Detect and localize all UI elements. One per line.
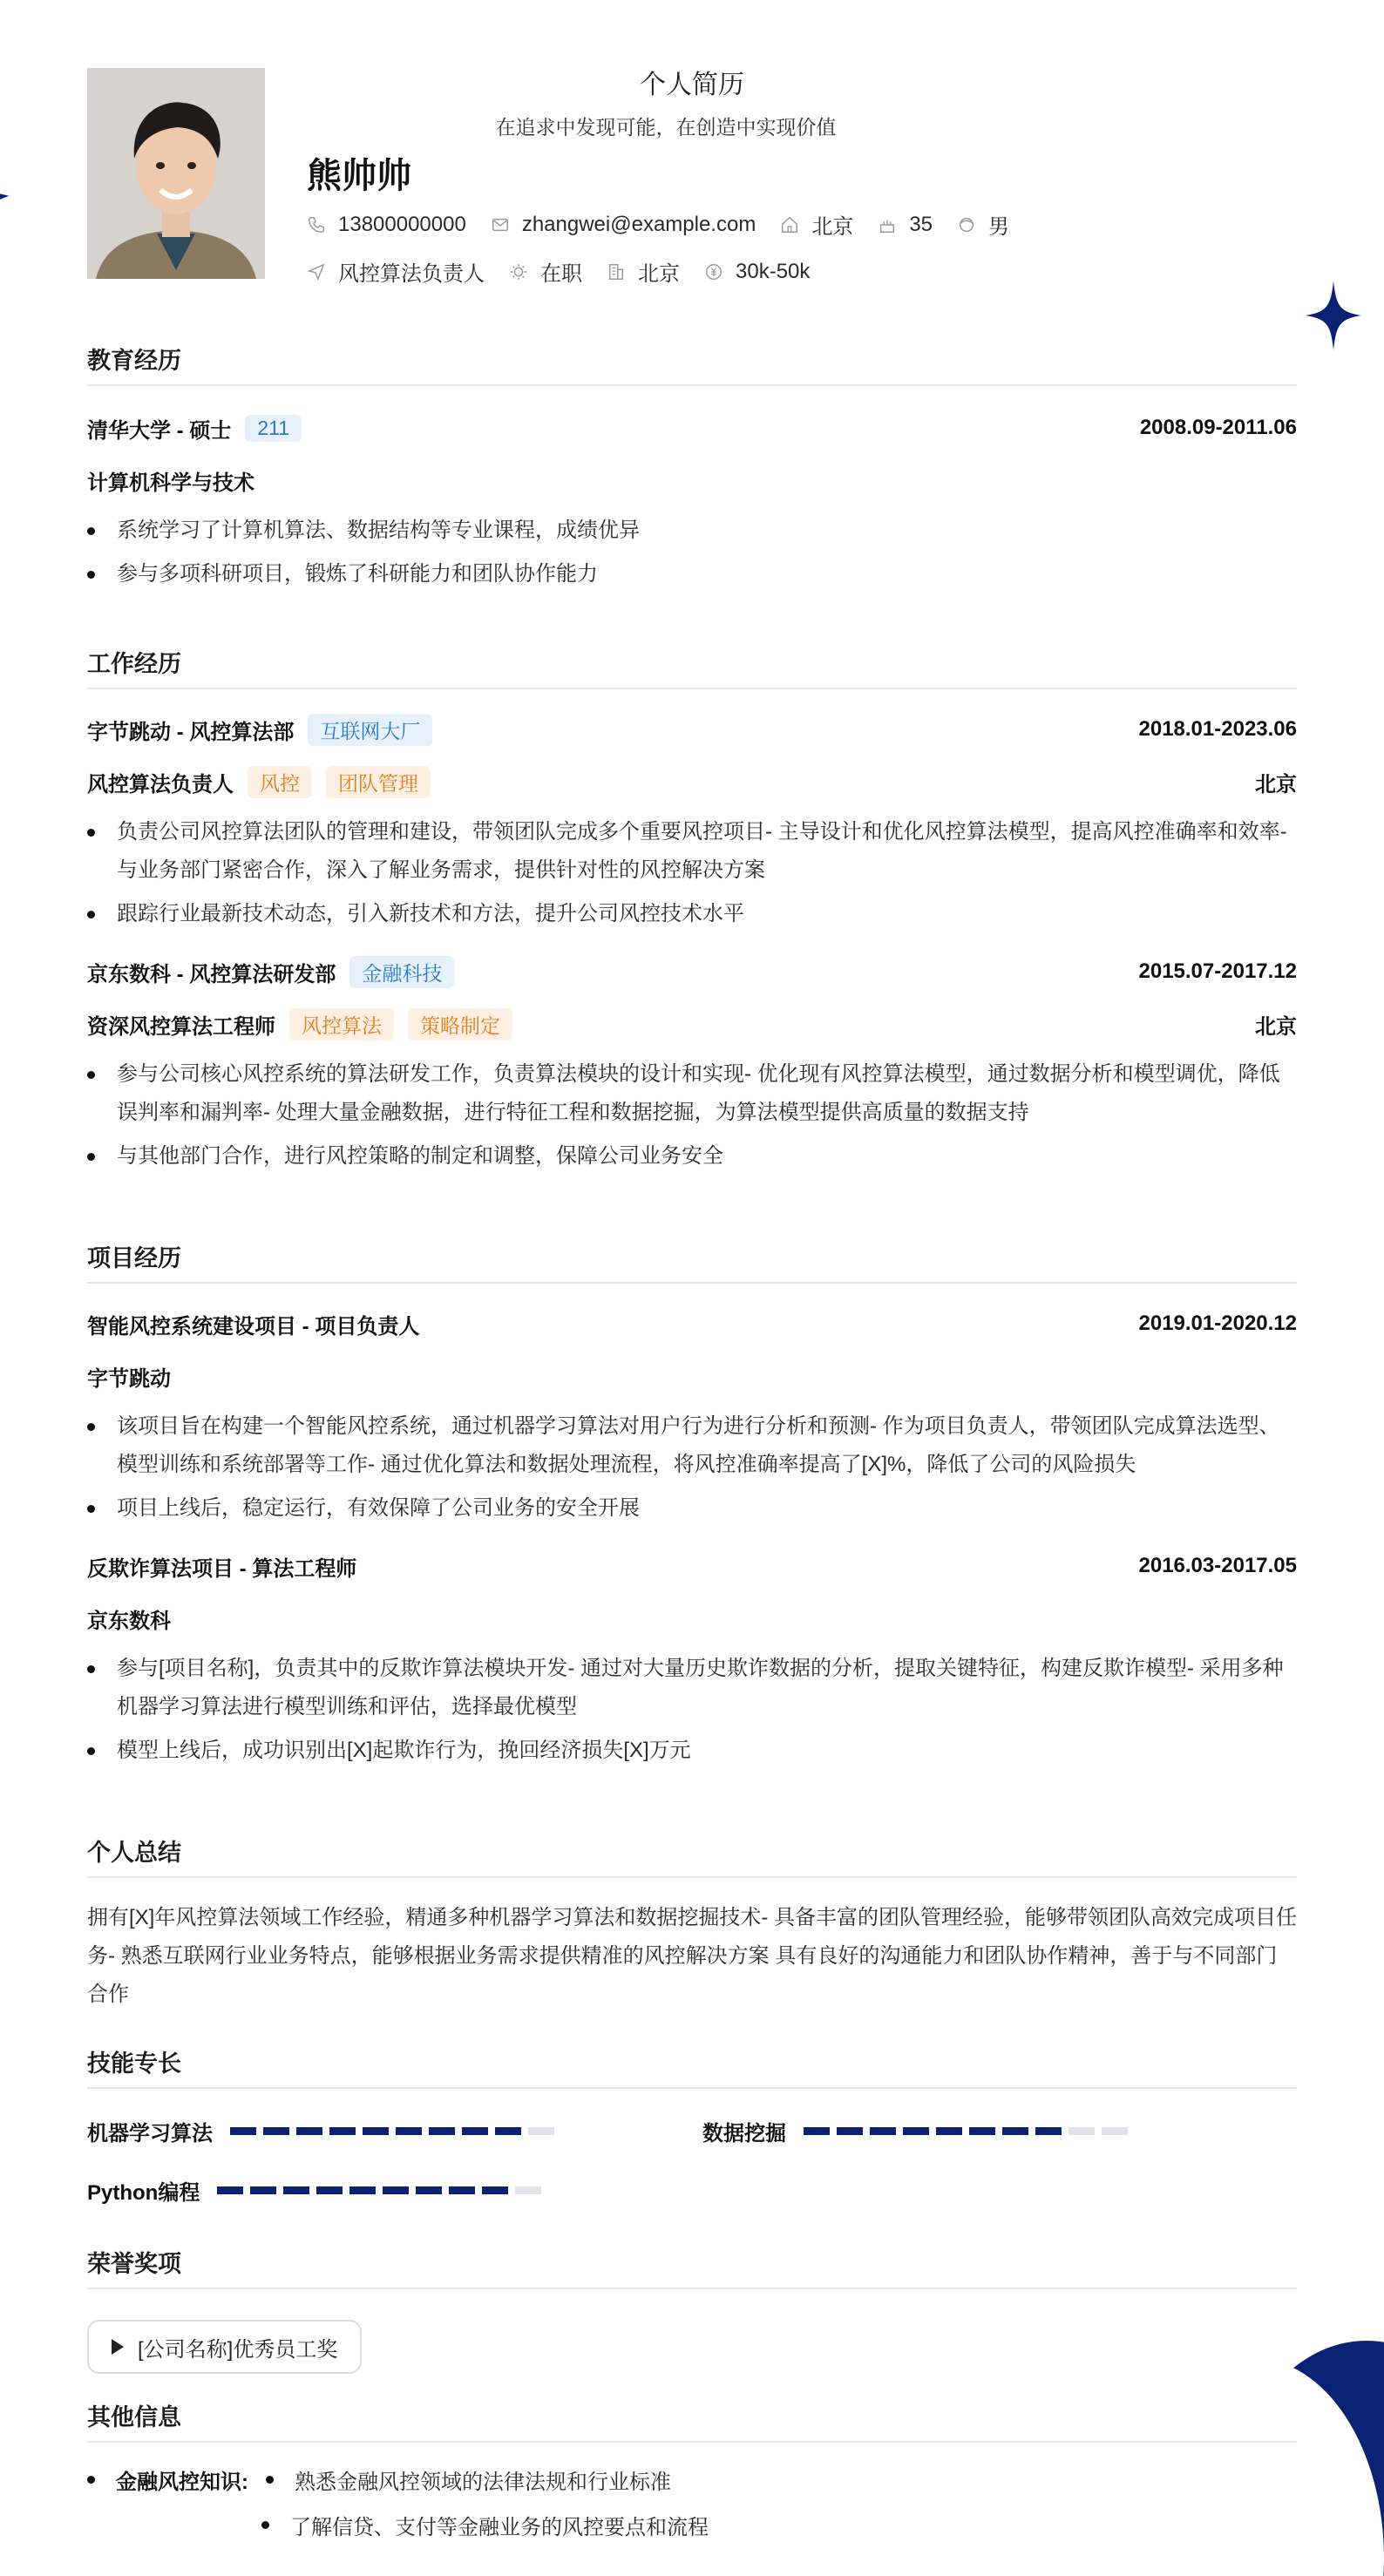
other-label: 金融风控知识: <box>116 2471 248 2494</box>
list-item: 系统学习了计算机算法、数据结构等专业课程，成绩优异 <box>87 512 1297 550</box>
skill-segment <box>837 2127 863 2135</box>
city-text: 北京 <box>638 262 680 286</box>
gender-icon <box>957 215 976 234</box>
position-info <box>307 256 485 287</box>
section-title: 技能专长 <box>87 2044 1297 2089</box>
education-entry-header <box>87 402 1297 454</box>
summary-section <box>87 1834 1297 2014</box>
phone-info <box>307 213 466 237</box>
project-header <box>87 1298 1297 1350</box>
list-item: 参与多项科研项目，锻炼了科研能力和团队协作能力 <box>87 555 1297 593</box>
education-dates: 2008.09-2011.06 <box>1139 416 1297 439</box>
project-org-line <box>87 1592 1297 1644</box>
summary-text: 拥有[X]年风控算法领域工作经验，精通多种机器学习算法和数据挖掘技术- 具备丰富的团队管理经验，能够带领团队高效完成项目任务- 熟悉互联网行业业务特点，能够根据业务需求提供精准的风控解决方案 具有良好的沟通能力和团队协作精神，善于与不同部门合作 <box>87 1906 1297 2006</box>
skill-segment <box>449 2186 475 2194</box>
phone-text: 13800000000 <box>338 212 466 236</box>
skill-segment <box>870 2127 896 2135</box>
company-tag: 金融科技 <box>349 956 454 988</box>
job-intent-row <box>307 256 834 287</box>
age-icon <box>878 215 897 234</box>
skill-level-bar <box>230 2127 561 2135</box>
skills-section <box>87 2044 1297 2205</box>
award-name: [公司名称]优秀员工奖 <box>138 2337 338 2362</box>
list-item: 参与公司核心风控系统的算法研发工作，负责算法模块的设计和实现- 优化现有风控算法模型，通过数据分析和模型调优，降低误判率和漏判率- 处理大量金融数据，进行特征工程和数据挖掘，为算法模型提供高质量的数据支持 <box>87 1055 1297 1132</box>
section-title: 个人总结 <box>87 1834 1297 1878</box>
award-item-toggle[interactable] <box>87 2320 362 2374</box>
project-org-line <box>87 1350 1297 1402</box>
skill-item <box>87 2175 548 2206</box>
section-title: 教育经历 <box>87 342 1297 386</box>
project-org: 京东数科 <box>87 1609 171 1633</box>
skill-segment <box>515 2186 541 2194</box>
project-header <box>87 1540 1297 1592</box>
skill-segment <box>416 2186 442 2194</box>
job-dates: 2018.01-2023.06 <box>1138 717 1297 741</box>
status-text: 在职 <box>540 262 582 286</box>
document-title: 个人简历 <box>640 71 744 99</box>
skill-segment <box>349 2186 376 2194</box>
work-section <box>87 645 1297 1176</box>
list-item: 跟踪行业最新技术动态，引入新技术和方法，提升公司风控技术水平 <box>87 895 1297 933</box>
job-role-line <box>87 756 1297 808</box>
major-name: 计算机科学与技术 <box>87 471 254 495</box>
gender-info <box>957 209 1009 240</box>
skill-segment <box>230 2127 256 2135</box>
skill-segment <box>329 2127 356 2135</box>
job-bullets <box>87 1055 1297 1176</box>
city-info <box>607 256 680 287</box>
bullet-dot <box>87 2476 95 2484</box>
email-text: zhangwei@example.com <box>521 212 756 236</box>
home-info <box>780 209 853 240</box>
job-bullets <box>87 813 1297 933</box>
candidate-name: 熊帅帅 <box>307 157 411 195</box>
status-icon <box>509 262 528 281</box>
sparkle-star-icon <box>1306 281 1361 350</box>
skill-segment <box>316 2186 343 2194</box>
phone-icon <box>307 215 326 234</box>
project-org: 字节跳动 <box>87 1366 171 1391</box>
list-item: 模型上线后，成功识别出[X]起欺诈行为，挽回经济损失[X]万元 <box>87 1732 1297 1770</box>
section-title: 项目经历 <box>87 1239 1297 1284</box>
education-section <box>87 342 1297 593</box>
skill-segment <box>217 2186 243 2194</box>
skill-segment <box>250 2186 276 2194</box>
job-dates: 2015.07-2017.12 <box>1138 959 1297 983</box>
salary-text: 30k-50k <box>736 259 811 283</box>
skill-name: 数据挖掘 <box>702 2122 786 2146</box>
job-role-line <box>87 998 1297 1050</box>
building-icon <box>607 262 626 281</box>
other-text: 了解信贷、支付等金融业务的风控要点和流程 <box>290 2516 709 2539</box>
skill-name: Python编程 <box>87 2181 200 2205</box>
send-icon <box>307 262 326 281</box>
section-title: 工作经历 <box>87 645 1297 689</box>
gender-text: 男 <box>988 215 1010 239</box>
role-tag: 策略制定 <box>408 1008 512 1041</box>
projects-section <box>87 1239 1297 1770</box>
expand-triangle-icon <box>112 2339 124 2355</box>
skill-item <box>702 2116 1135 2146</box>
project-bullets <box>87 1407 1297 1528</box>
skill-segment <box>383 2186 409 2194</box>
role-tag: 风控 <box>248 766 312 798</box>
skill-segment <box>296 2127 322 2135</box>
awards-section <box>87 2245 1297 2384</box>
job-location: 北京 <box>1255 1014 1297 1039</box>
position-text: 风控算法负责人 <box>338 262 485 286</box>
list-item: 项目上线后，稳定运行，有效保障了公司业务的安全开展 <box>87 1489 1297 1528</box>
project-name: 反欺诈算法项目 - 算法工程师 <box>87 1556 357 1581</box>
company-tag: 互联网大厂 <box>308 714 432 746</box>
skill-level-bar <box>217 2186 548 2194</box>
resume-header <box>87 0 1297 349</box>
skill-segment <box>462 2127 488 2135</box>
age-info <box>878 213 933 237</box>
other-text: 熟悉金融风控领域的法律法规和行业标准 <box>295 2471 671 2494</box>
skill-segment <box>283 2186 309 2194</box>
skill-segment <box>429 2127 455 2135</box>
mail-icon <box>491 215 510 234</box>
skill-segment <box>1069 2127 1095 2135</box>
skill-segment <box>396 2127 422 2135</box>
skill-item <box>87 2116 561 2146</box>
document-subtitle: 在追求中发现可能，在创造中实现价值 <box>495 116 837 139</box>
skill-segment <box>263 2127 289 2135</box>
skill-segment <box>804 2127 830 2135</box>
contact-row <box>307 209 1034 240</box>
home-text: 北京 <box>811 215 854 239</box>
school-name: 清华大学 - 硕士 <box>87 418 232 443</box>
education-bullets <box>87 512 1297 593</box>
job-role: 资深风控算法工程师 <box>87 1014 275 1039</box>
list-item: 负责公司风控算法团队的管理和建设，带领团队完成多个重要风控项目- 主导设计和优化风控算法模型，提高风控准确率和效率- 与业务部门紧密合作，深入了解业务需求，提供针对性的风控解决方案 <box>87 813 1297 890</box>
skill-segment <box>969 2127 995 2135</box>
project-dates: 2019.01-2020.12 <box>1138 1312 1297 1335</box>
salary-info <box>704 260 810 284</box>
section-title: 其他信息 <box>87 2398 1297 2443</box>
skill-segment <box>528 2127 554 2135</box>
bullet-dot <box>266 2476 274 2484</box>
section-title: 荣誉奖项 <box>87 2245 1297 2289</box>
company-name: 字节跳动 - 风控算法部 <box>87 720 295 744</box>
skill-segment <box>936 2127 962 2135</box>
salary-icon <box>704 262 723 281</box>
major-line <box>87 454 1297 506</box>
skill-segment <box>1102 2127 1128 2135</box>
skill-level-bar <box>804 2127 1135 2135</box>
job-location: 北京 <box>1255 772 1297 797</box>
list-item: 与其他部门合作，进行风控策略的制定和调整，保障公司业务安全 <box>87 1137 1297 1176</box>
skill-segment <box>363 2127 389 2135</box>
school-tag: 211 <box>245 415 302 442</box>
project-dates: 2016.03-2017.05 <box>1138 1554 1297 1577</box>
job-header <box>87 946 1297 998</box>
age-text: 35 <box>909 212 933 236</box>
other-item <box>87 2464 671 2495</box>
skill-segment <box>1035 2127 1062 2135</box>
project-name: 智能风控系统建设项目 - 项目负责人 <box>87 1314 420 1339</box>
bullet-dot <box>261 2521 269 2529</box>
company-name: 京东数科 - 风控算法研发部 <box>87 962 336 986</box>
email-info <box>491 213 756 237</box>
role-tag: 团队管理 <box>326 766 431 798</box>
skill-segment <box>495 2127 521 2135</box>
job-role: 风控算法负责人 <box>87 772 234 797</box>
job-header <box>87 703 1297 756</box>
project-bullets <box>87 1650 1297 1770</box>
skill-segment <box>903 2127 929 2135</box>
list-item: 该项目旨在构建一个智能风控系统，通过机器学习算法对用户行为进行分析和预测- 作为项目负责人，带领团队完成算法选型、模型训练和系统部署等工作- 通过优化算法和数据处理流程，将风控准确率提高了[X]%，降低了公司的风险损失 <box>87 1407 1297 1484</box>
list-item: 参与[项目名称]，负责其中的反欺诈算法模块开发- 通过对大量历史欺诈数据的分析，提取关键特征，构建反欺诈模型- 采用多种机器学习算法进行模型训练和评估，选择最优模型 <box>87 1650 1297 1726</box>
status-info <box>509 256 582 287</box>
role-tag: 风控算法 <box>289 1008 394 1041</box>
skill-segment <box>482 2186 508 2194</box>
skill-name: 机器学习算法 <box>87 2122 213 2146</box>
other-item <box>261 2510 709 2540</box>
other-section <box>87 2398 1297 2573</box>
resume-page <box>87 0 1297 2539</box>
skill-segment <box>1002 2127 1028 2135</box>
home-icon <box>780 215 799 234</box>
